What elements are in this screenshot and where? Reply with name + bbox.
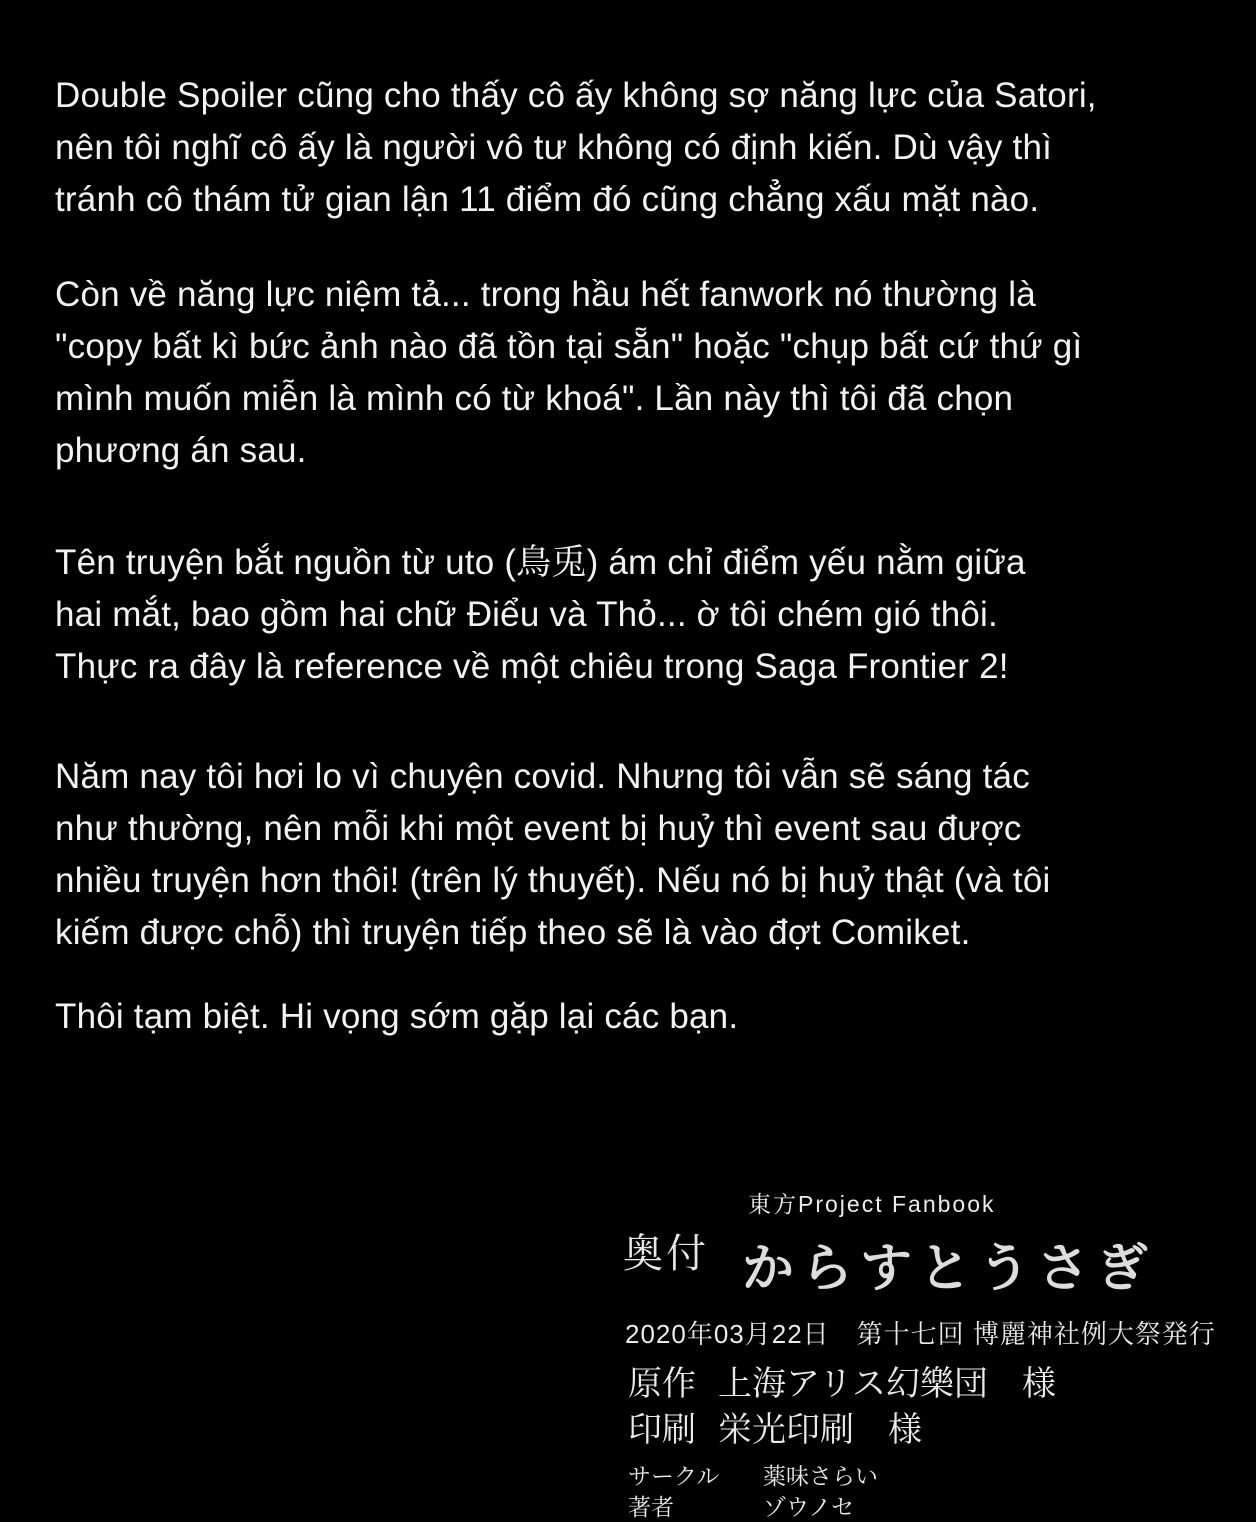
okuzuke-label: 奥付 [623,1232,709,1276]
staff-value: ゾウノセ [763,1494,855,1520]
staff-label: 著者 [628,1494,674,1520]
credit-row-printing [628,1402,922,1451]
afterword-line: Năm nay tôi hơi lo vì chuyện covid. Nhưng tôi vẫn sẽ sáng tác [55,757,1030,796]
afterword-line: tránh cô thám tử gian lận 11 điểm đó cũng chẳng xấu mặt nào. [55,180,1040,219]
staff-label: サークル [628,1463,720,1489]
afterword-line: Thực ra đây là reference về một chiêu trong Saga Frontier 2! [55,647,1009,686]
afterword-line: Double Spoiler cũng cho thấy cô ấy không sợ năng lực của Satori, [55,76,1097,115]
credit-value: 栄光印刷 様 [718,1411,922,1449]
afterword-line: Còn về năng lực niệm tả... trong hầu hết fanwork nó thường là [55,275,1036,314]
afterword-line: "copy bất kì bức ảnh nào đã tồn tại sẵn" hoặc "chụp bất cứ thứ gì [55,327,1083,366]
book-title: からすとうさぎ [742,1240,1156,1298]
staff-row-author [628,1489,854,1522]
afterword-line: như thường, nên mỗi khi một event bị huỷ thì event sau được [55,809,1022,848]
credit-row-original-work [628,1356,1056,1405]
afterword-line: nên tôi nghĩ cô ấy là người vô tư không có định kiến. Dù vậy thì [55,128,1053,167]
credit-label: 原作 [628,1365,696,1403]
fanbook-series-label: 東方Project Fanbook [748,1191,996,1217]
afterword-line: mình muốn miễn là mình có từ khoá". Lần này thì tôi đã chọn [55,379,1014,418]
afterword-line: nhiều truyện hơn thôi! (trên lý thuyết). Nếu nó bị huỷ thật (và tôi [55,861,1051,900]
afterword-line: kiếm được chỗ) thì truyện tiếp theo sẽ là vào đợt Comiket. [55,913,971,952]
credit-value: 上海アリス幻樂団 様 [718,1365,1056,1403]
staff-row-circle [628,1458,878,1491]
afterword-line: phương án sau. [55,431,307,470]
staff-value: 薬味さらい [763,1463,878,1489]
credit-label: 印刷 [628,1411,696,1449]
afterword-line: Thôi tạm biệt. Hi vọng sớm gặp lại các bạn. [55,997,739,1036]
afterword-line: Tên truyện bắt nguồn từ uto (鳥兎) ám chỉ điểm yếu nằm giữa [55,543,1026,582]
publication-date-line: 2020年03月22日 第十七回 博麗神社例大祭発行 [625,1319,1216,1349]
afterword-line: hai mắt, bao gồm hai chữ Điểu và Thỏ... ờ tôi chém gió thôi. [55,595,998,634]
